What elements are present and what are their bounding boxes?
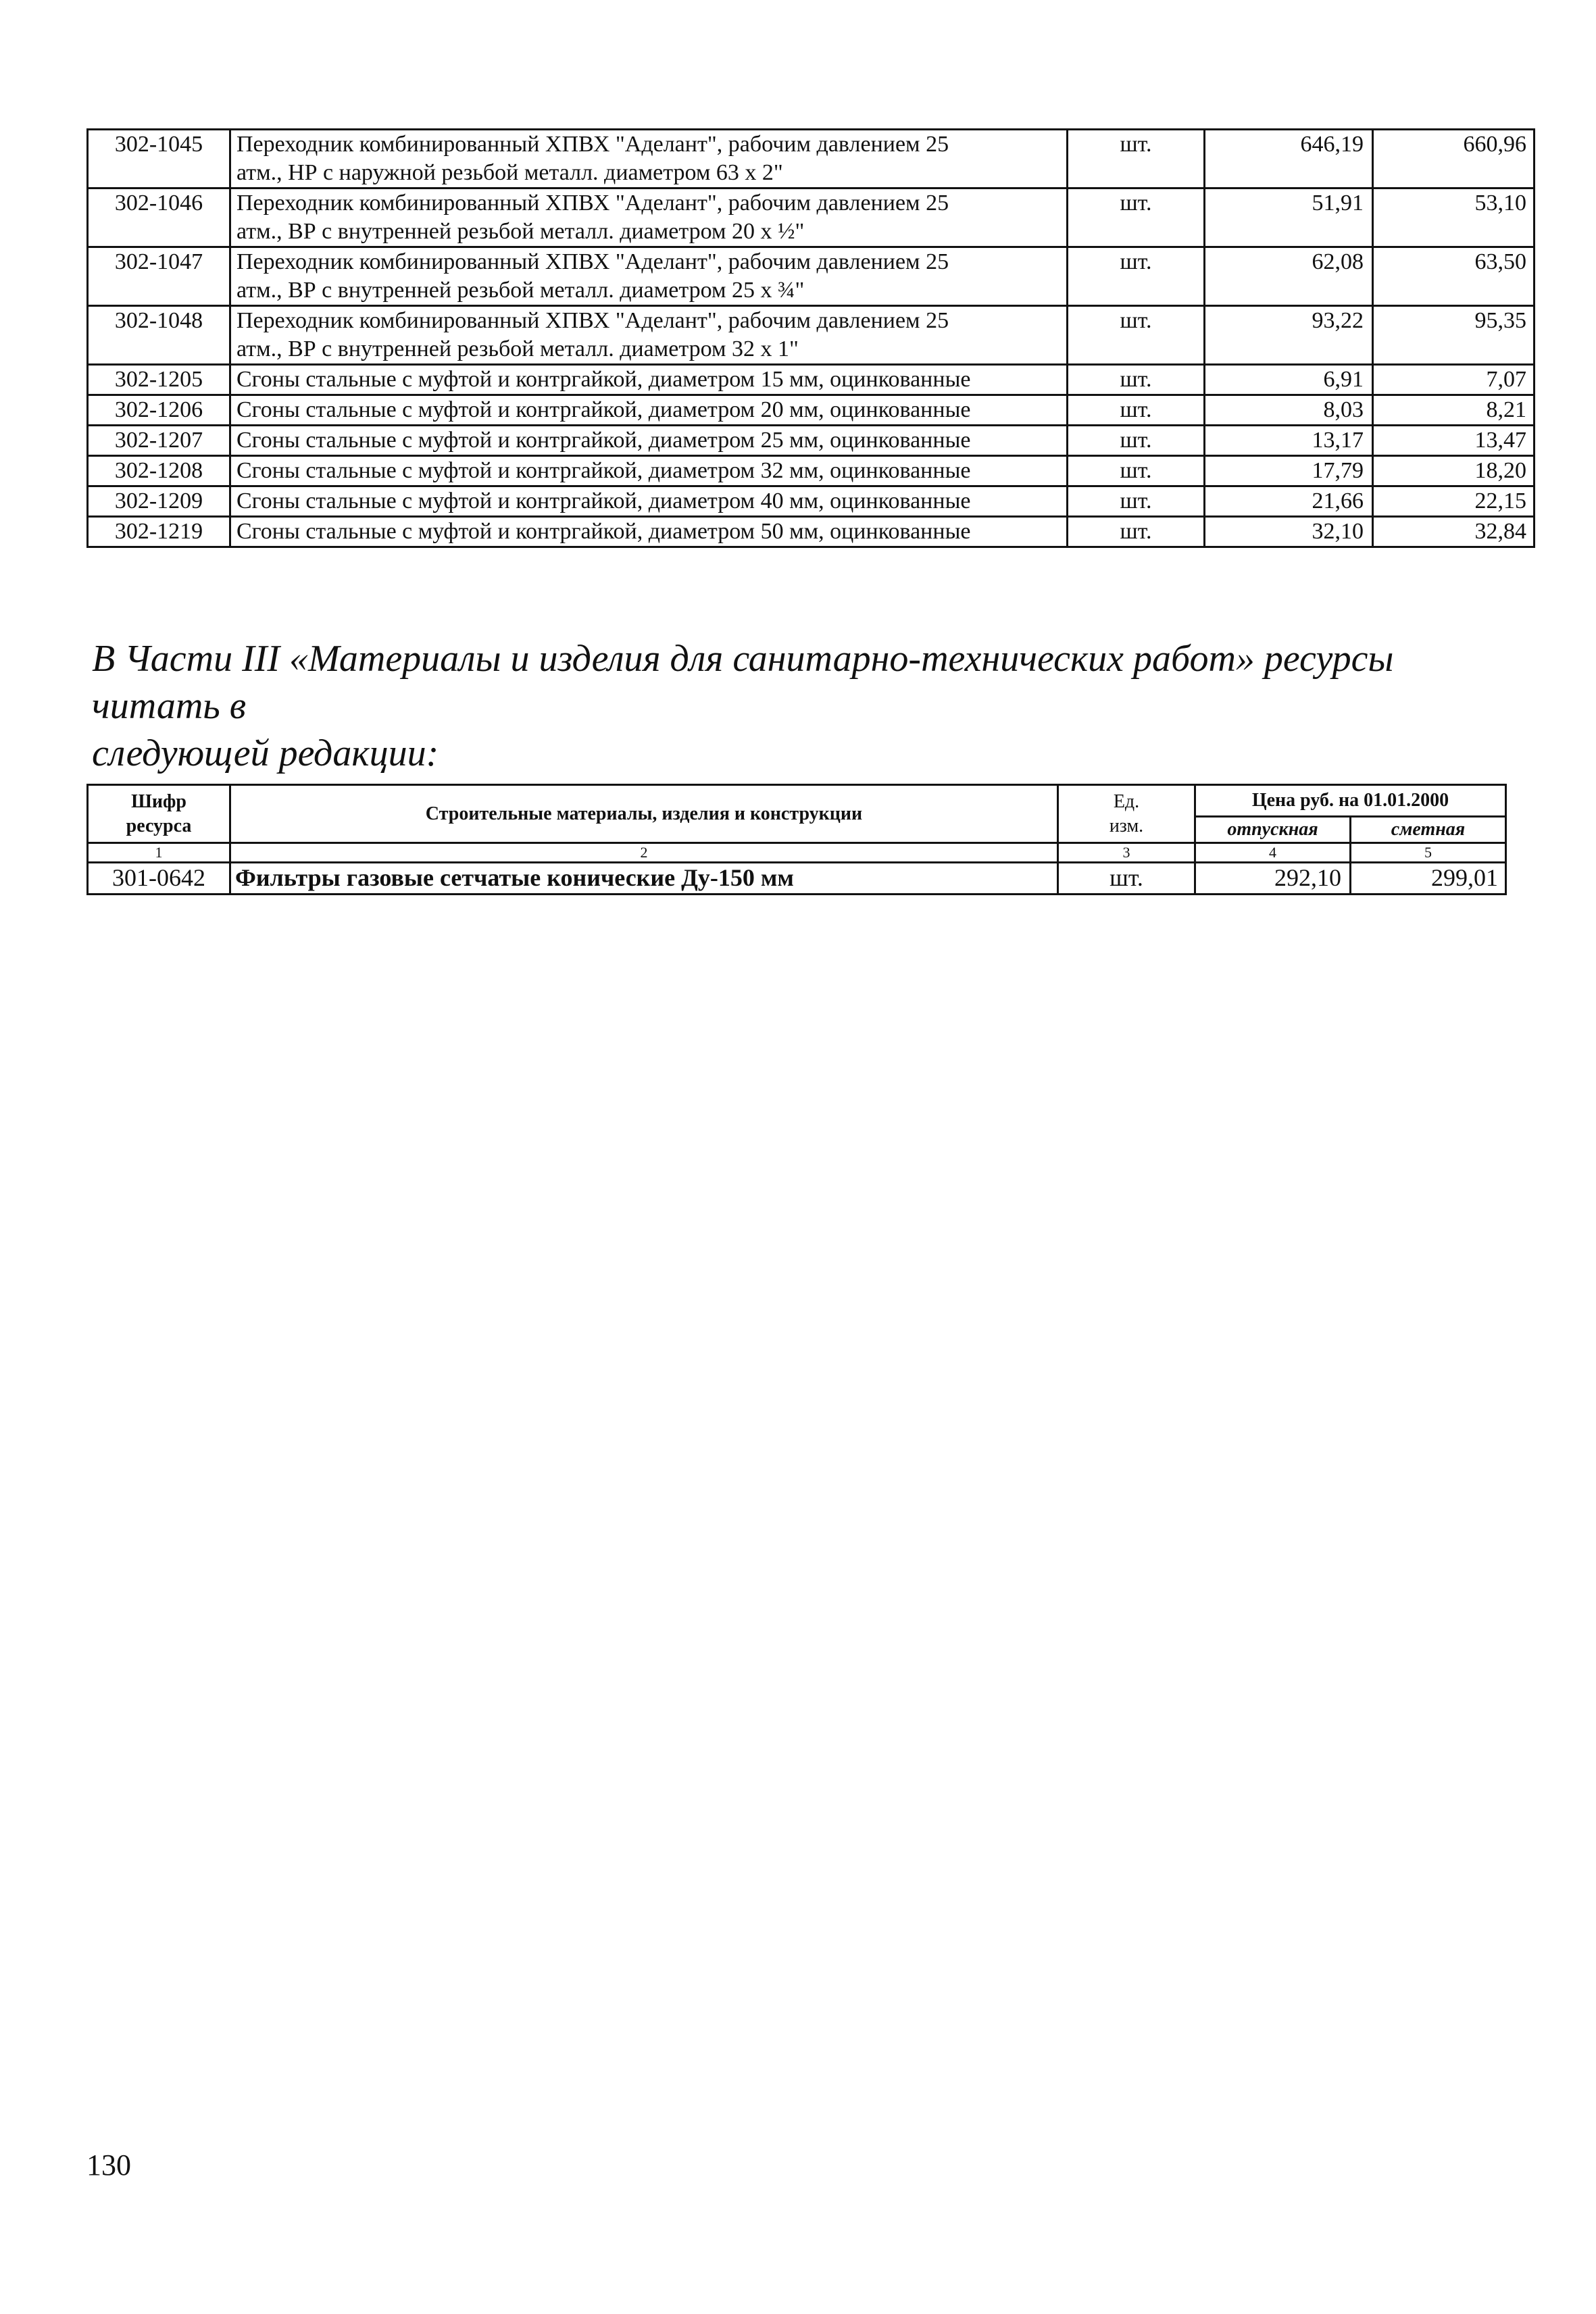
- price-estimate: 32,84: [1373, 517, 1535, 547]
- unit: шт.: [1068, 247, 1205, 306]
- resource-name-line2: атм., ВР с внутренней резьбой металл. диаметром 32 x 1": [236, 336, 799, 361]
- resource-name: [230, 188, 1068, 247]
- header-resource-code: [88, 785, 230, 843]
- resource-code: 302-1046: [88, 188, 230, 247]
- column-number: 2: [230, 843, 1058, 863]
- price-estimate: 18,20: [1373, 456, 1535, 486]
- price-release: 292,10: [1195, 863, 1351, 895]
- unit: шт.: [1068, 130, 1205, 188]
- unit: шт.: [1068, 188, 1205, 247]
- price-release: 93,22: [1205, 306, 1373, 365]
- table-header-row: [88, 785, 1506, 817]
- resource-code: 302-1206: [88, 395, 230, 426]
- table-row: [88, 306, 1535, 365]
- resource-name: Сгоны стальные с муфтой и контргайкой, диаметром 50 мм, оцинкованные: [230, 517, 1068, 547]
- price-estimate: 299,01: [1351, 863, 1506, 895]
- resource-name: [230, 247, 1068, 306]
- column-number: 4: [1195, 843, 1351, 863]
- resource-code: 302-1048: [88, 306, 230, 365]
- resource-name-line1: Переходник комбинированный ХПВХ "Аделант", рабочим давлением 25: [236, 249, 949, 274]
- header-materials: Строительные материалы, изделия и конструкции: [230, 785, 1058, 843]
- price-release: 6,91: [1205, 365, 1373, 395]
- resource-name-line1: Переходник комбинированный ХПВХ "Аделант", рабочим давлением 25: [236, 191, 949, 216]
- header-price-release: отпускная: [1195, 817, 1351, 843]
- unit: шт.: [1068, 365, 1205, 395]
- price-estimate: 8,21: [1373, 395, 1535, 426]
- table-row: [88, 130, 1535, 188]
- unit: шт.: [1068, 426, 1205, 456]
- header-price-estimate: сметная: [1351, 817, 1506, 843]
- resource-name: Сгоны стальные с муфтой и контргайкой, диаметром 40 мм, оцинкованные: [230, 486, 1068, 517]
- header-code-line2: ресурса: [126, 815, 192, 836]
- resource-name: Сгоны стальные с муфтой и контргайкой, диаметром 20 мм, оцинкованные: [230, 395, 1068, 426]
- price-release: 51,91: [1205, 188, 1373, 247]
- column-number-row: [88, 843, 1506, 863]
- resource-name: Сгоны стальные с муфтой и контргайкой, диаметром 32 мм, оцинкованные: [230, 456, 1068, 486]
- table-row: [88, 456, 1535, 486]
- column-number: 3: [1058, 843, 1195, 863]
- price-release: 17,79: [1205, 456, 1373, 486]
- table-row: [88, 188, 1535, 247]
- price-estimate: 13,47: [1373, 426, 1535, 456]
- section-heading: [92, 635, 1470, 777]
- price-release: 62,08: [1205, 247, 1373, 306]
- header-unit: [1058, 785, 1195, 843]
- header-price-group: Цена руб. на 01.01.2000: [1195, 785, 1506, 817]
- unit: шт.: [1068, 306, 1205, 365]
- unit: шт.: [1068, 395, 1205, 426]
- resource-name-line1: Переходник комбинированный ХПВХ "Аделант", рабочим давлением 25: [236, 308, 949, 333]
- price-release: 13,17: [1205, 426, 1373, 456]
- resource-name: Фильтры газовые сетчатые конические Ду-150 мм: [230, 863, 1058, 895]
- table-row: [88, 863, 1506, 895]
- section-heading-line2: следующей редакции:: [92, 732, 439, 774]
- page-number: 130: [86, 2148, 131, 2182]
- section-heading-line1: В Части III «Материалы и изделия для санитарно-технических работ» ресурсы читать в: [92, 638, 1394, 727]
- resource-name-line2: атм., ВР с внутренней резьбой металл. диаметром 25 x ¾": [236, 278, 805, 303]
- resource-code: 301-0642: [88, 863, 230, 895]
- unit: шт.: [1068, 486, 1205, 517]
- resource-name-line2: атм., НР с наружной резьбой металл. диаметром 63 x 2": [236, 160, 783, 185]
- price-table-part-iii: [86, 784, 1507, 895]
- column-number: 1: [88, 843, 230, 863]
- header-unit-line1: Ед.: [1113, 790, 1140, 812]
- resource-name: Сгоны стальные с муфтой и контргайкой, диаметром 15 мм, оцинкованные: [230, 365, 1068, 395]
- price-estimate: 22,15: [1373, 486, 1535, 517]
- resource-name-line1: Переходник комбинированный ХПВХ "Аделант", рабочим давлением 25: [236, 132, 949, 157]
- resource-code: 302-1205: [88, 365, 230, 395]
- table-row: [88, 365, 1535, 395]
- resource-code: 302-1047: [88, 247, 230, 306]
- price-estimate: 53,10: [1373, 188, 1535, 247]
- header-code-line1: Шифр: [131, 790, 186, 812]
- price-estimate: 660,96: [1373, 130, 1535, 188]
- resource-code: 302-1209: [88, 486, 230, 517]
- header-unit-line2: изм.: [1109, 815, 1144, 836]
- price-estimate: 7,07: [1373, 365, 1535, 395]
- resource-name: Сгоны стальные с муфтой и контргайкой, диаметром 25 мм, оцинкованные: [230, 426, 1068, 456]
- table-row: [88, 486, 1535, 517]
- resource-code: 302-1208: [88, 456, 230, 486]
- unit: шт.: [1058, 863, 1195, 895]
- table-row: [88, 426, 1535, 456]
- resource-name: [230, 130, 1068, 188]
- table-row: [88, 395, 1535, 426]
- price-release: 32,10: [1205, 517, 1373, 547]
- table-row: [88, 247, 1535, 306]
- price-estimate: 95,35: [1373, 306, 1535, 365]
- column-number: 5: [1351, 843, 1506, 863]
- resource-code: 302-1219: [88, 517, 230, 547]
- resource-code: 302-1045: [88, 130, 230, 188]
- unit: шт.: [1068, 517, 1205, 547]
- price-release: 646,19: [1205, 130, 1373, 188]
- table-row: [88, 517, 1535, 547]
- resource-name-line2: атм., ВР с внутренней резьбой металл. диаметром 20 x ½": [236, 219, 805, 244]
- price-release: 21,66: [1205, 486, 1373, 517]
- price-table-continued: [86, 128, 1535, 548]
- unit: шт.: [1068, 456, 1205, 486]
- resource-name: [230, 306, 1068, 365]
- price-release: 8,03: [1205, 395, 1373, 426]
- price-estimate: 63,50: [1373, 247, 1535, 306]
- resource-code: 302-1207: [88, 426, 230, 456]
